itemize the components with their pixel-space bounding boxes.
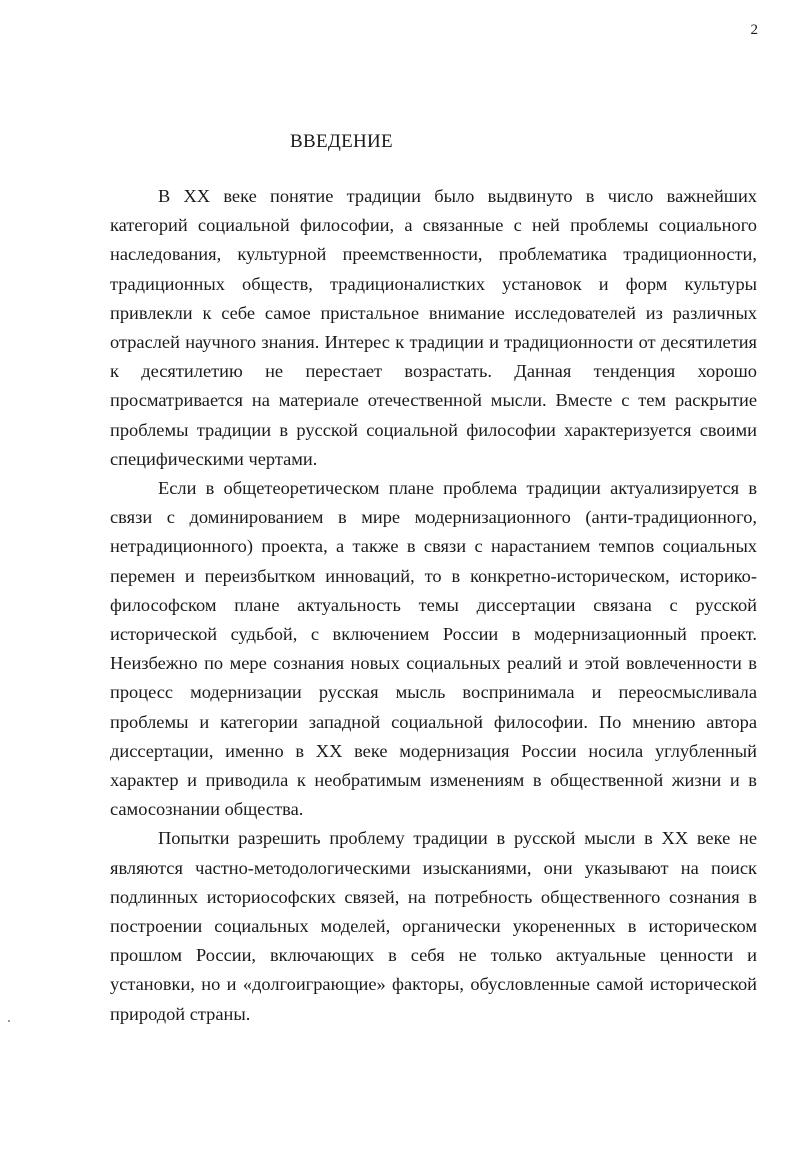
paragraph-1: В XX веке понятие традиции было выдвинуто в число важнейших категорий социальной философии, а связанные с ней проблемы социального наследования, культурной преемственности, проблематика традиционности, традиционных обществ, традиционалистких установок и форм культуры привлекли к себе самое пристальное внимание исследователей из различных отраслей научного знания. Интерес к традиции и традиционности от десятилетия к десятилетию не перестает возрастать. Данная тенденция хорошо просматривается на материале отечественной мысли. Вместе с тем раскрытие проблемы традиции в русской социальной философии характеризуется своими специфическими чертами. [110,186,757,469]
page-title: ВВЕДЕНИЕ [290,131,393,152]
paragraph-3: Попытки разрешить проблему традиции в русской мысли в XX веке не являются частно-методологическими изысканиями, они указывают на поиск подлинных историософских связей, на потребность общественного сознания в построении социальных моделей, органически укорененных в историческом прошлом России, включающих в себя не только актуальные ценности и установки, но и «долгоиграющие» факторы, обусловленные самой исторической природой страны. [110,828,757,1024]
paragraph-2: Если в общетеоретическом плане проблема традиции актуализируется в связи с доминированием в мире модернизационного (анти-традиционного, нетрадиционного) проекта, а также в связи с нарастанием темпов социальных перемен и переизбытком инноваций, то в конкретно-историческом, историко-философском плане актуальность темы диссертации связана с русской исторической судьбой, с включением России в модернизационный проект. Неизбежно по мере сознания новых социальных реалий и этой вовлеченности в процесс модернизации русская мысль воспринимала и переосмысливала проблемы и категории западной социальной философии. По мнению автора диссертации, именно в XX веке модернизация России носила углубленный характер и приводила к необратимым изменениям в общественной жизни и в самосознании общества. [110,478,757,820]
page-number: 2 [750,22,758,38]
scan-margin-mark [8,1020,10,1022]
document-body [110,182,757,1029]
